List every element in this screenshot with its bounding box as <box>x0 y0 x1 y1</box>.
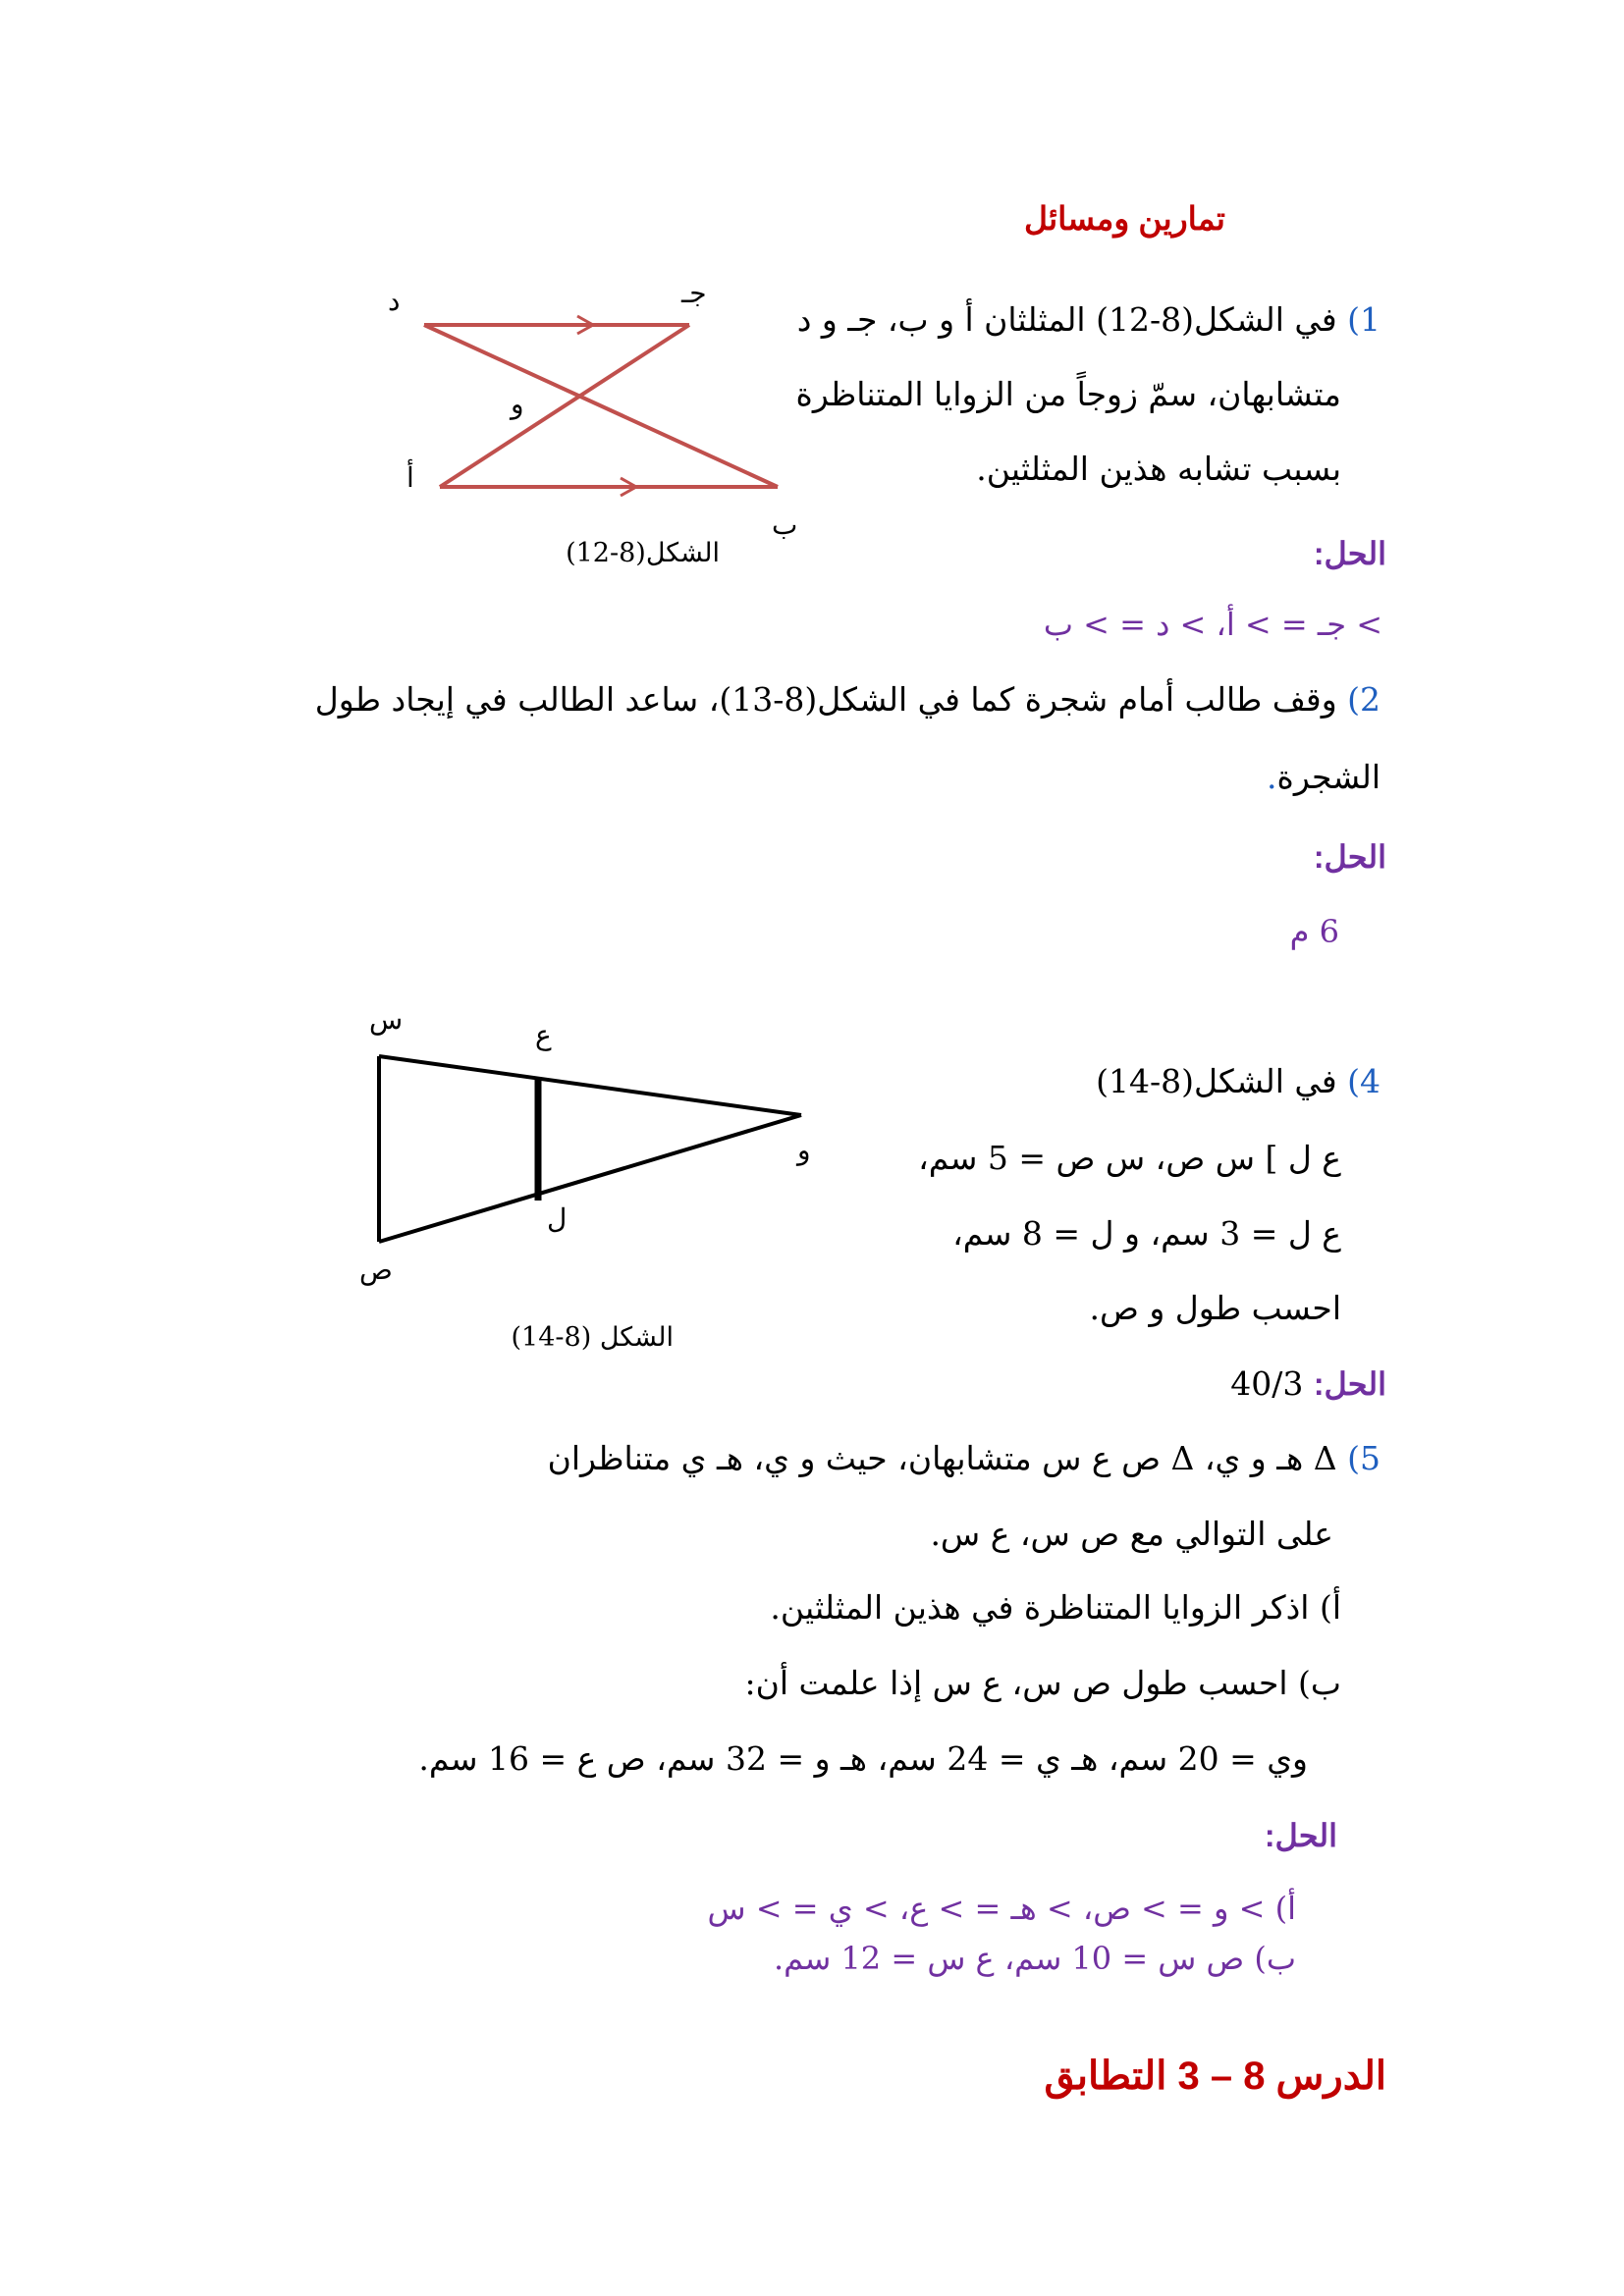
fig2-label-l: ل <box>547 1203 568 1234</box>
exercise-2-solution: 6 م <box>1289 913 1339 950</box>
fig1-label-a: أ <box>406 462 414 493</box>
exercise-1-text-1: في الشكل(8-12) المثلثان أ و ب، جـ و د <box>796 300 1348 339</box>
exercise-1-line-3: بسبب تشابه هذين المثلثين. <box>976 450 1341 488</box>
exercise-4-line-4: احسب طول و ص. <box>1089 1289 1341 1327</box>
fig1-label-w: و <box>511 389 524 419</box>
fig2-side-sad-w <box>379 1115 801 1242</box>
fig2-label-sad: ص <box>359 1255 393 1285</box>
exercise-2-text-1: وقف طالب أمام شجرة كما في الشكل(8-13)، ساعد الطالب في إيجاد طول <box>314 680 1348 719</box>
exercise-1-number: 1) <box>1347 300 1380 339</box>
exercise-2-dot: . <box>1267 758 1277 796</box>
fig1-label-j: جـ <box>681 278 707 308</box>
exercise-4-solution: 40/3 <box>1230 1364 1314 1403</box>
fig2-side-s-w <box>379 1056 801 1115</box>
fig1-caption: الشكل(8-12) <box>566 538 720 568</box>
section-title: تمارين ومسائل <box>1023 200 1225 237</box>
exercise-4-solution-label: الحل: <box>1313 1366 1386 1402</box>
exercise-2-solution-label: الحل: <box>1313 839 1386 875</box>
exercise-5-line-3: أ) اذكر الزوايا المتناظرة في هذين المثلثين. <box>770 1588 1341 1627</box>
exercise-4-text-1: في الشكل(8-14) <box>1096 1062 1348 1100</box>
fig2-label-e: ع <box>535 1020 552 1050</box>
fig1-label-b: ب <box>772 509 798 540</box>
fig1-label-d: د <box>388 286 401 316</box>
exercise-5-line-2: على التوالي مع ص س، ع س. <box>930 1515 1333 1553</box>
exercise-5-solution-b: ب) ص س = 10 سم، ع س = 12 سم. <box>773 1940 1296 1977</box>
lesson-heading: الدرس 8 – 3 التطابق <box>1044 2055 1386 2098</box>
exercise-5-line-5: وي = 20 سم، هـ ي = 24 سم، هـ و = 32 سم، ص ع = 16 سم. <box>418 1739 1308 1778</box>
exercise-4-line-3: ع ل = 3 سم، و ل = 8 سم، <box>952 1214 1341 1253</box>
exercise-2-text-2: الشجرة <box>1276 758 1380 796</box>
exercise-1-solution-label: الحل: <box>1313 536 1386 571</box>
exercise-5-number: 5) <box>1347 1439 1380 1477</box>
exercise-1-solution: > جـ = > أ، > د = > ب <box>1043 606 1382 643</box>
exercise-2-number: 2) <box>1347 680 1380 719</box>
exercise-5-text-1: Δ هـ و ي، Δ ص ع س متشابهان، حيث و ي، هـ ي متناظران <box>547 1439 1348 1477</box>
exercise-5-line-1 <box>548 1439 1380 1477</box>
exercise-5-solution-label: الحل: <box>1264 1818 1337 1853</box>
exercise-1-line-2: متشابهان، سمّ زوجاً من الزوايا المتناظرة <box>795 375 1341 413</box>
fig2-caption: الشكل (8-14) <box>511 1322 674 1353</box>
exercise-5-line-4: ب) احسب طول ص س، ع س إذا علمت أن: <box>744 1664 1341 1702</box>
exercise-4-line-2: ع ل ] س ص، س ص = 5 سم، <box>918 1139 1341 1177</box>
exercise-4-number: 4) <box>1347 1062 1380 1100</box>
exercise-5-solution-a: أ) > و = > ص، > هـ = > ع، > ي = > س <box>707 1890 1296 1927</box>
fig2-label-s: س <box>369 1004 404 1035</box>
fig2-label-w: و <box>797 1135 811 1165</box>
